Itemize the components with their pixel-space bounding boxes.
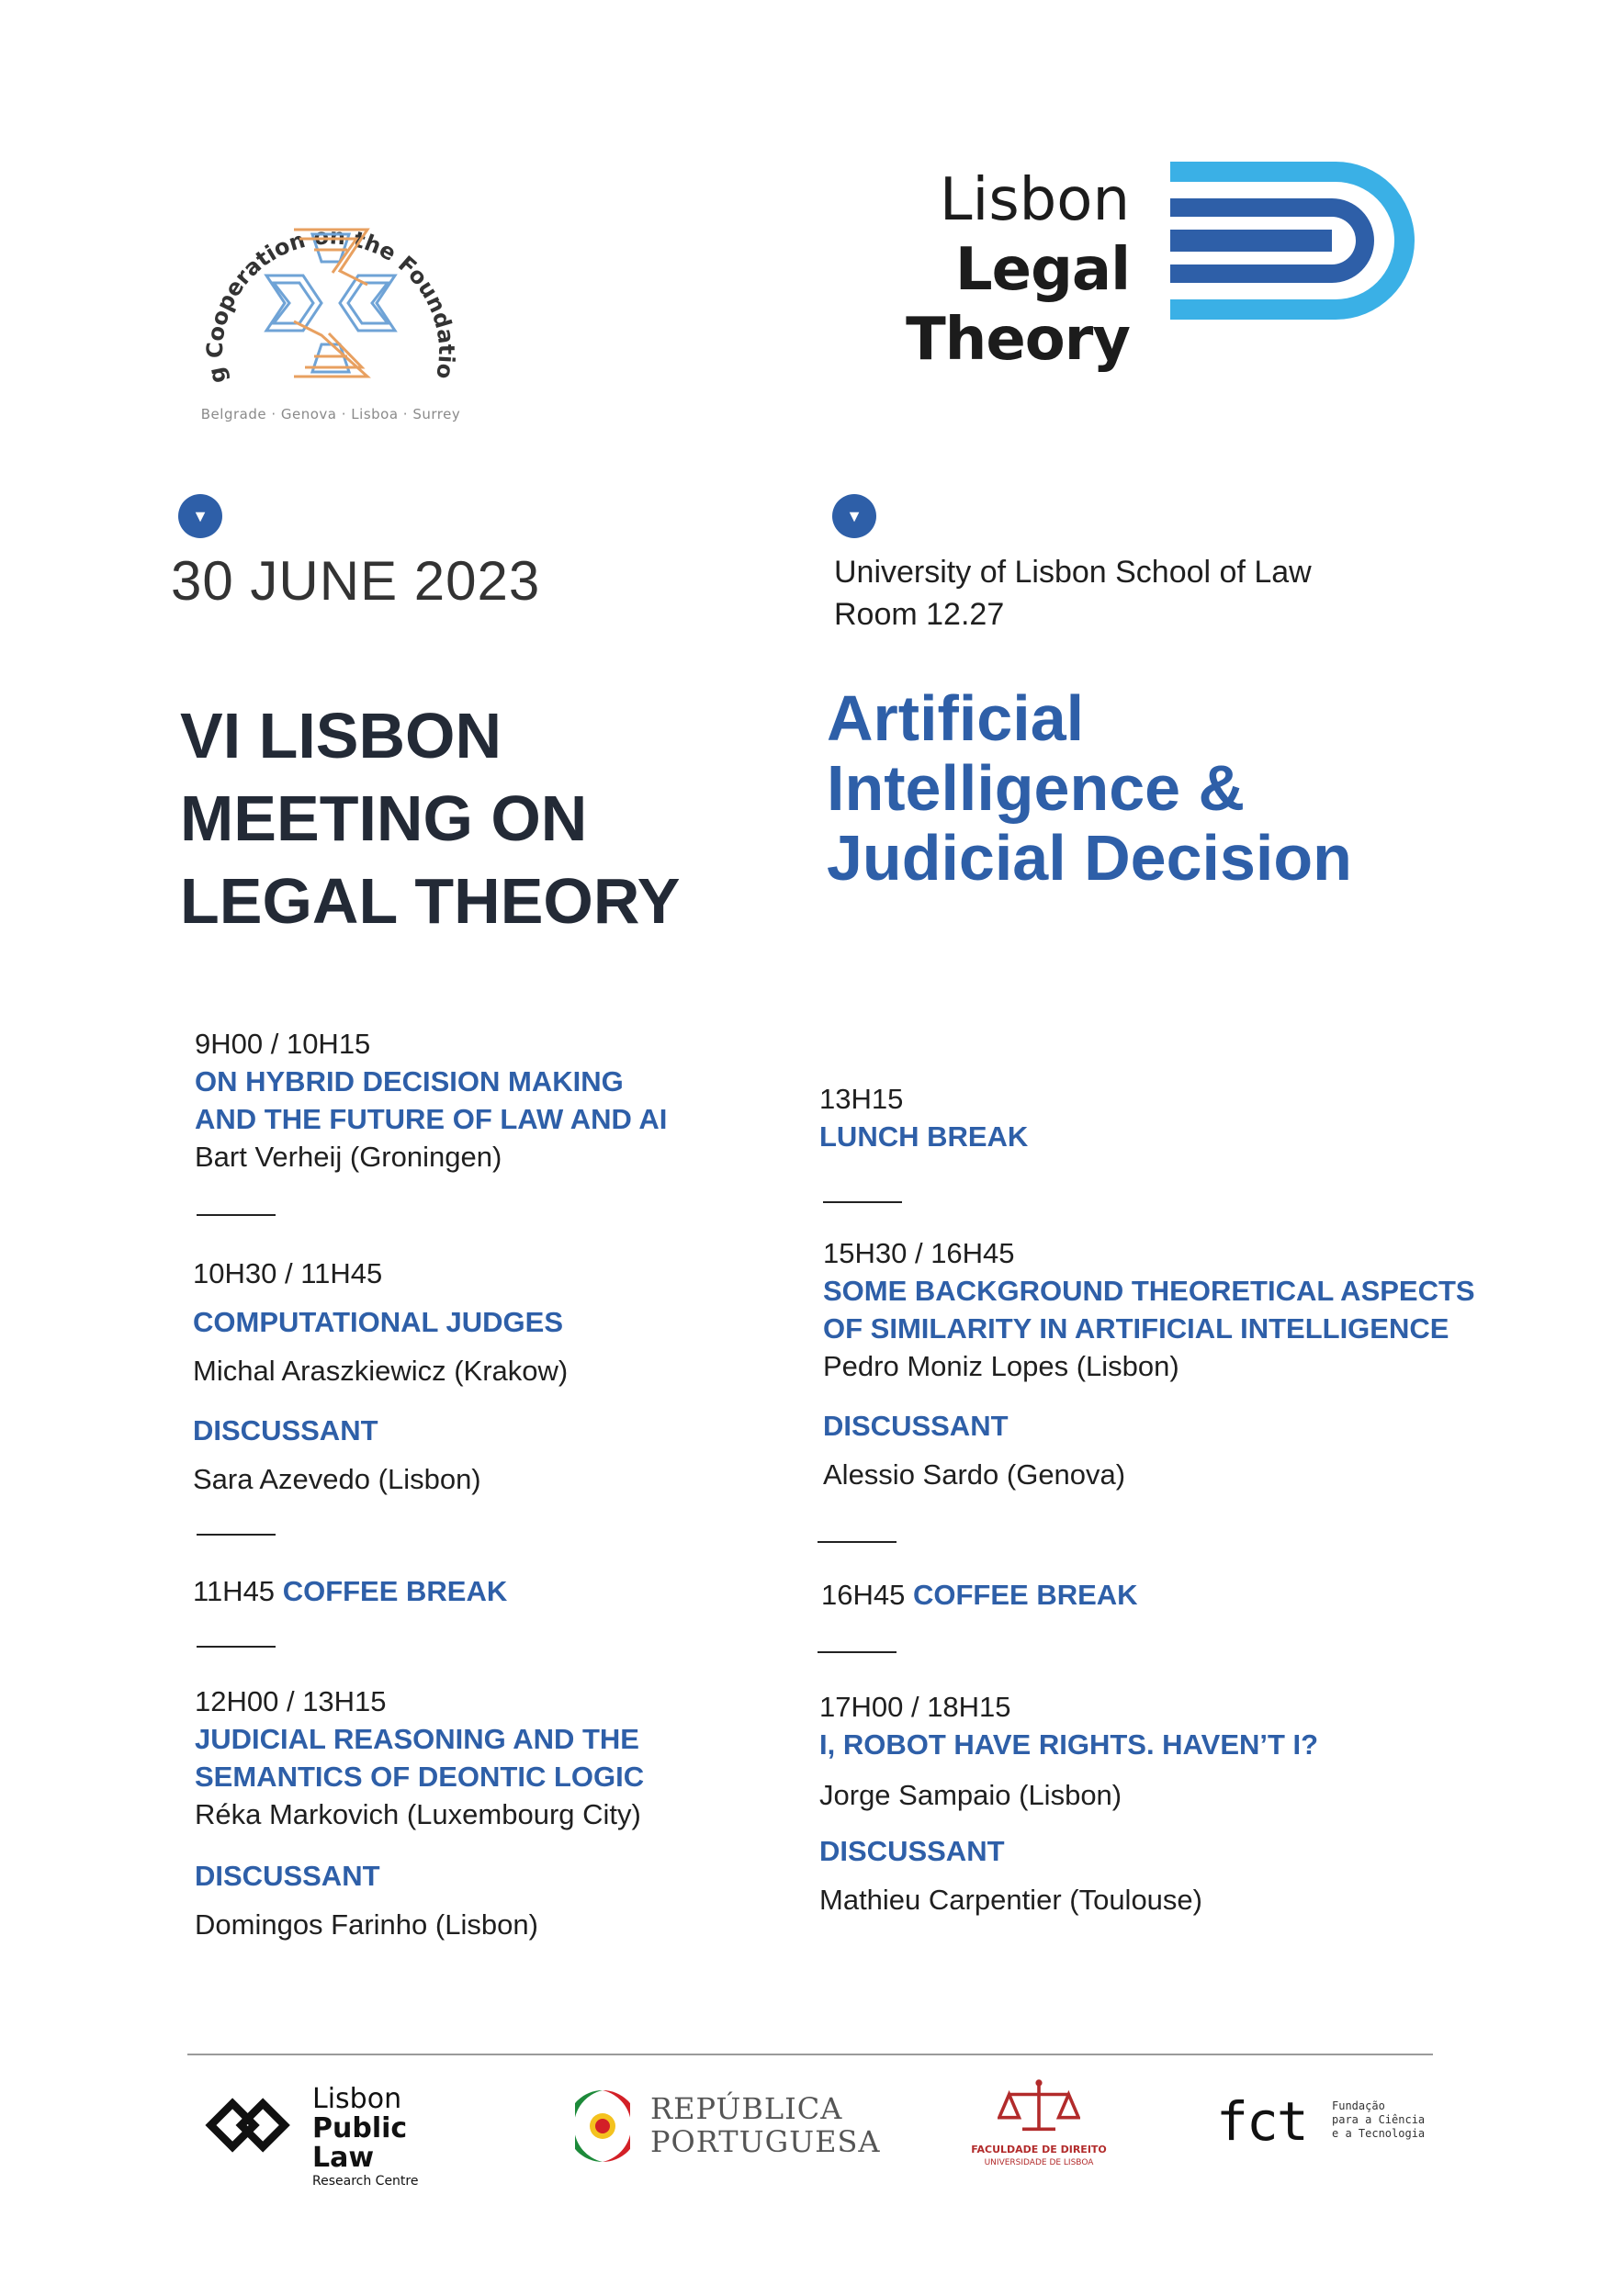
session-1 [195, 1025, 667, 1176]
session-title: AND THE FUTURE OF LAW AND AI [195, 1103, 668, 1135]
acfl-logo [184, 165, 478, 441]
session-title: I, ROBOT HAVE RIGHTS. HAVEN’T I? [819, 1728, 1319, 1761]
session-time: 17H00 / 18H15 [819, 1691, 1011, 1723]
acfl-emblem [184, 165, 478, 441]
event-date: 30 JUNE 2023 [171, 550, 541, 612]
divider [823, 1201, 902, 1203]
session-title: SEMANTICS OF DEONTIC LOGIC [195, 1761, 645, 1793]
fct-mark: fct [1216, 2090, 1307, 2153]
venue-line2: Room 12.27 [834, 597, 1005, 632]
lpl-line2: Public Law [312, 2112, 408, 2174]
discussant-name: Alessio Sardo (Genova) [823, 1458, 1126, 1491]
session-time: 13H15 [819, 1083, 904, 1115]
lpl-line3: Research Centre [312, 2174, 419, 2189]
break-label: COFFEE BREAK [282, 1575, 508, 1607]
divider [197, 1214, 276, 1216]
rp-line1: REPÚBLICA [650, 2091, 843, 2126]
event-venue [834, 551, 1312, 636]
session-speaker: Réka Markovich (Luxembourg City) [195, 1798, 641, 1830]
discussant-label: DISCUSSANT [823, 1410, 1009, 1442]
theme-title-line: Artificial [827, 682, 1085, 754]
session-title: JUDICIAL REASONING AND THE [195, 1723, 639, 1755]
session-speaker: Jorge Sampaio (Lisbon) [819, 1779, 1122, 1811]
discussant-name: Sara Azevedo (Lisbon) [193, 1463, 481, 1495]
republica-portuguesa-logo [575, 2085, 881, 2167]
discussant-label: DISCUSSANT [195, 1860, 380, 1892]
session-title: LUNCH BREAK [819, 1120, 1029, 1153]
llt-logo-mark [1170, 162, 1426, 320]
break-time: 11H45 [193, 1575, 276, 1607]
meeting-title-line: VI LISBON [180, 700, 502, 771]
fct-line2: para a Ciência [1332, 2113, 1426, 2126]
session-3 [195, 1683, 644, 1943]
venue-marker-icon: ▼ [832, 494, 876, 538]
fct-line3: e a Tecnologia [1332, 2127, 1426, 2140]
break-time: 16H45 [821, 1579, 906, 1611]
meeting-title-line: LEGAL THEORY [180, 865, 681, 937]
theme-title [827, 683, 1470, 893]
divider [197, 1534, 276, 1536]
llt-logo-text [726, 165, 1130, 375]
session-2 [193, 1255, 568, 1498]
session-time: 15H30 / 16H45 [823, 1237, 1015, 1269]
session-title: COMPUTATIONAL JUDGES [193, 1306, 564, 1338]
fdul-line1: FACULDADE DE DIREITO [971, 2144, 1107, 2155]
meeting-title-line: MEETING ON [180, 782, 588, 854]
session-4 [823, 1234, 1475, 1493]
session-time: 10H30 / 11H45 [193, 1257, 383, 1289]
session-5 [819, 1688, 1318, 1919]
acfl-cities: Belgrade · Genova · Lisboa · Surrey [200, 406, 461, 422]
meeting-title [180, 694, 750, 942]
divider [197, 1646, 276, 1648]
discussant-name: Mathieu Carpentier (Toulouse) [819, 1884, 1202, 1916]
divider [818, 1541, 897, 1543]
discussant-label: DISCUSSANT [193, 1414, 378, 1446]
fdul-emblem-icon [998, 2077, 1080, 2136]
rp-line2: PORTUGUESA [650, 2124, 881, 2159]
llt-line1: Lisbon [939, 166, 1130, 234]
venue-line1: University of Lisbon School of Law [834, 555, 1312, 590]
break-label: COFFEE BREAK [912, 1579, 1138, 1611]
coffee-break-2 [821, 1576, 1138, 1614]
llt-line2: Legal Theory [906, 236, 1130, 374]
coffee-break-1 [193, 1572, 507, 1610]
theme-title-line: Judicial Decision [827, 822, 1352, 894]
fct-line1: Fundação [1332, 2099, 1385, 2112]
discussant-label: DISCUSSANT [819, 1835, 1005, 1867]
session-title: ON HYBRID DECISION MAKING [195, 1065, 624, 1097]
session-time: 9H00 / 10H15 [195, 1028, 371, 1060]
date-marker-icon: ▼ [178, 494, 222, 538]
faculdade-direito-logo [961, 2077, 1117, 2178]
session-title: SOME BACKGROUND THEORETICAL ASPECTS [823, 1275, 1475, 1307]
lpl-mark-icon [202, 2090, 298, 2160]
fdul-line2: UNIVERSIDADE DE LISBOA [984, 2158, 1094, 2167]
session-speaker: Bart Verheij (Groningen) [195, 1141, 502, 1173]
theme-title-line: Intelligence & [827, 752, 1246, 824]
session-time: 12H00 / 13H15 [195, 1685, 387, 1717]
rp-flag-icon [575, 2085, 630, 2167]
session-speaker: Michal Araszkiewicz (Krakow) [193, 1355, 569, 1387]
acfl-ring-text: g Cooperation on the Foundatio [201, 223, 460, 386]
footer-divider [187, 2054, 1433, 2055]
lpl-line1: Lisbon [312, 2083, 402, 2115]
discussant-name: Domingos Farinho (Lisbon) [195, 1908, 538, 1941]
session-title: OF SIMILARITY IN ARTIFICIAL INTELLIGENCE [823, 1312, 1449, 1345]
divider [818, 1651, 897, 1653]
fct-logo [1216, 2092, 1437, 2156]
lunch-break [819, 1080, 1028, 1155]
lisbon-public-law-logo [202, 2083, 478, 2189]
session-speaker: Pedro Moniz Lopes (Lisbon) [823, 1350, 1179, 1382]
